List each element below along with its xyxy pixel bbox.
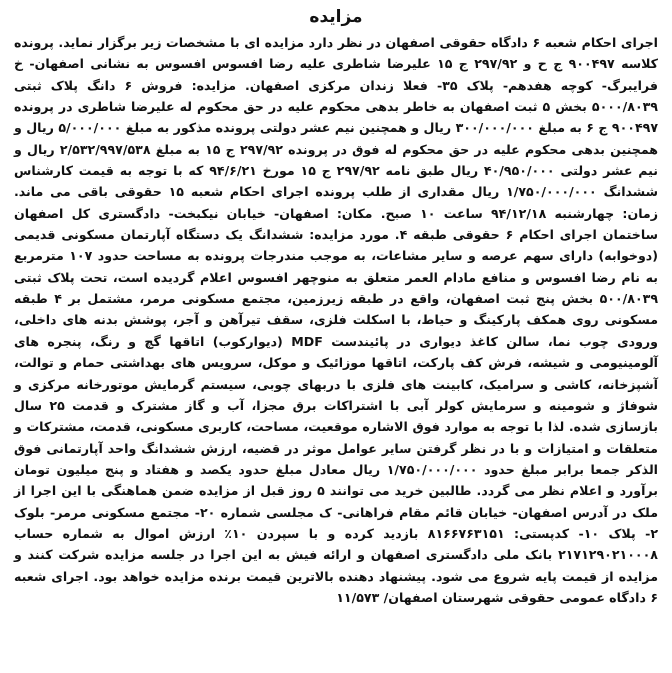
notice-body: اجرای احکام شعبه ۶ دادگاه حقوقی اصفهان در نظر دارد مزایده ای با مشخصات زیر برگزار نماید. پرونده کلاسه ۹۰۰۴۹۷ ج ح و ۲۹۷/۹۲ ج ۱۵ علیرضا شاطری علیه رضا افسوس افسوس به نشانی اصفهان- خ فرایبرگ- کوچه هفدهم- پلاک ۳۵- فعلا زندان مرکزی اصفهان. مزایده: فروش ۶ دانگ پلاک ثبتی ۵۰۰۰/۸۰۳۹ بخش ۵ ثبت اصفهان به خاطر بدهی محکوم علیه در حق محکوم له علیرضا شاطری در پرونده ۹۰۰۴۹۷ ج ۶ به مبلغ ۳۰۰/۰۰۰/۰۰۰ ریال و همچنین نیم عشر دولتی پرونده مذکور به مبلغ ۵/۰۰۰/۰۰۰ ریال و همچنین بدهی محکوم علیه در حق محکوم له فوق در پرونده ۲۹۷/۹۲ ج ۱۵ به مبلغ ۲/۵۳۲/۹۹۷/۵۳۸ ریال و نیم عشر دولتی ۴۰/۹۵۰/۰۰۰ ریال طبق نامه ۲۹۷/۹۲ ج ۱۵ مورخ ۹۴/۶/۲۱ که با توجه به قیمت کارشناس ششدانگ ۱/۷۵۰/۰۰۰/۰۰۰ ریال مقداری از طلب پرونده اجرای احکام شعبه ۱۵ حقوقی باقی می ماند. زمان: چهارشنبه ۹۴/۱۲/۱۸ ساعت ۱۰ صبح. مکان: اصفهان- خیابان نیکبخت- دادگستری کل اصفهان ساختمان اجرای احکام ۶ حقوقی طبقه ۴. مورد مزایده: ششدانگ یک دستگاه آپارتمان مسکونی قدیمی (دوخوابه) دارای سهم عرصه و سایر مشاعات، به موجب مندرجات پرونده به مساحت حدود ۱۰۷ مترمربع به نام رضا افسوس و منافع مادام العمر متعلق به منوچهر افسوس اعلام گردیده است، تحت پلاک ثبتی ۵۰۰/۸۰۳۹ بخش پنج ثبت اصفهان، واقع در طبقه زیرزمین، مجتمع مسکونی مرمر، مشتمل بر ۴ طبقه مسکونی روی همکف پارکینگ و حیاط، با اسکلت فلزی، سقف تیرآهن و آجر، پوشش بدنه های داخلی، ورودی چوب نما، سالن کاغذ دیواری در پائیندست MDF (دیوارکوب) اتاقها گچ و رنگ، پنجره های آلومینیومی و شیشه، فرش کف پارکت، اتاقها موزائیک و موکل، سرویس های بهداشتی حمام و توالت، آشپزخانه، کاشی و سرامیک، کابینت های فلزی با دربهای چوبی، سیستم گرمایش موتورخانه مرکزی و شوفاژ و شومینه و سرمایش کولر آبی با اشتراکات برق مجزا، آب و گاز مشترک و قدمت ۲۵ سال بازسازی شده. لذا با توجه به موارد فوق الاشاره موقعیت، مساحت، کاربری مسکونی، قدمت، مشترکات و متعلقات و امتیازات و با در نظر گرفتن سایر عوامل موثر در قضیه، ارزش ششدانگ واحد آپارتمانی فوق الذکر جمعا برابر مبلغ حدود ۱/۷۵۰/۰۰۰/۰۰۰ ریال معادل مبلغ حدود یکصد و هفتاد و پنج میلیون تومان برآورد و اعلام نظر می گردد. طالبین خرید می توانند ۵ روز قبل از مزایده ضمن هماهنگی با این اجرا از ملک در آدرس اصفهان- خیابان قائم مقام فراهانی- ک مجلسی شماره ۲۰- مجتمع مسکونی مرمر- بلوک ۲- پلاک ۱۰- کدپستی: ۸۱۶۶۷۶۳۱۵۱ بازدید کرده و با سپردن ۱۰٪ ارزش اموال به شماره حساب ۲۱۷۱۲۹۰۲۱۰۰۰۸ بانک ملی دادگستری اصفهان و ارائه فیش به این اجرا در جلسه مزایده شرکت کنند و مزایده از قیمت پایه شروع می شود. پیشنهاد دهنده بالاترین قیمت برنده مزایده خواهد بود. اجرای شعبه ۶ دادگاه عمومی حقوقی شهرستان اصفهان/ ۱۱/۵۷۳	[14, 35, 659, 605]
notice-title: مزایده	[309, 7, 363, 27]
auction-notice	[14, 4, 658, 669]
